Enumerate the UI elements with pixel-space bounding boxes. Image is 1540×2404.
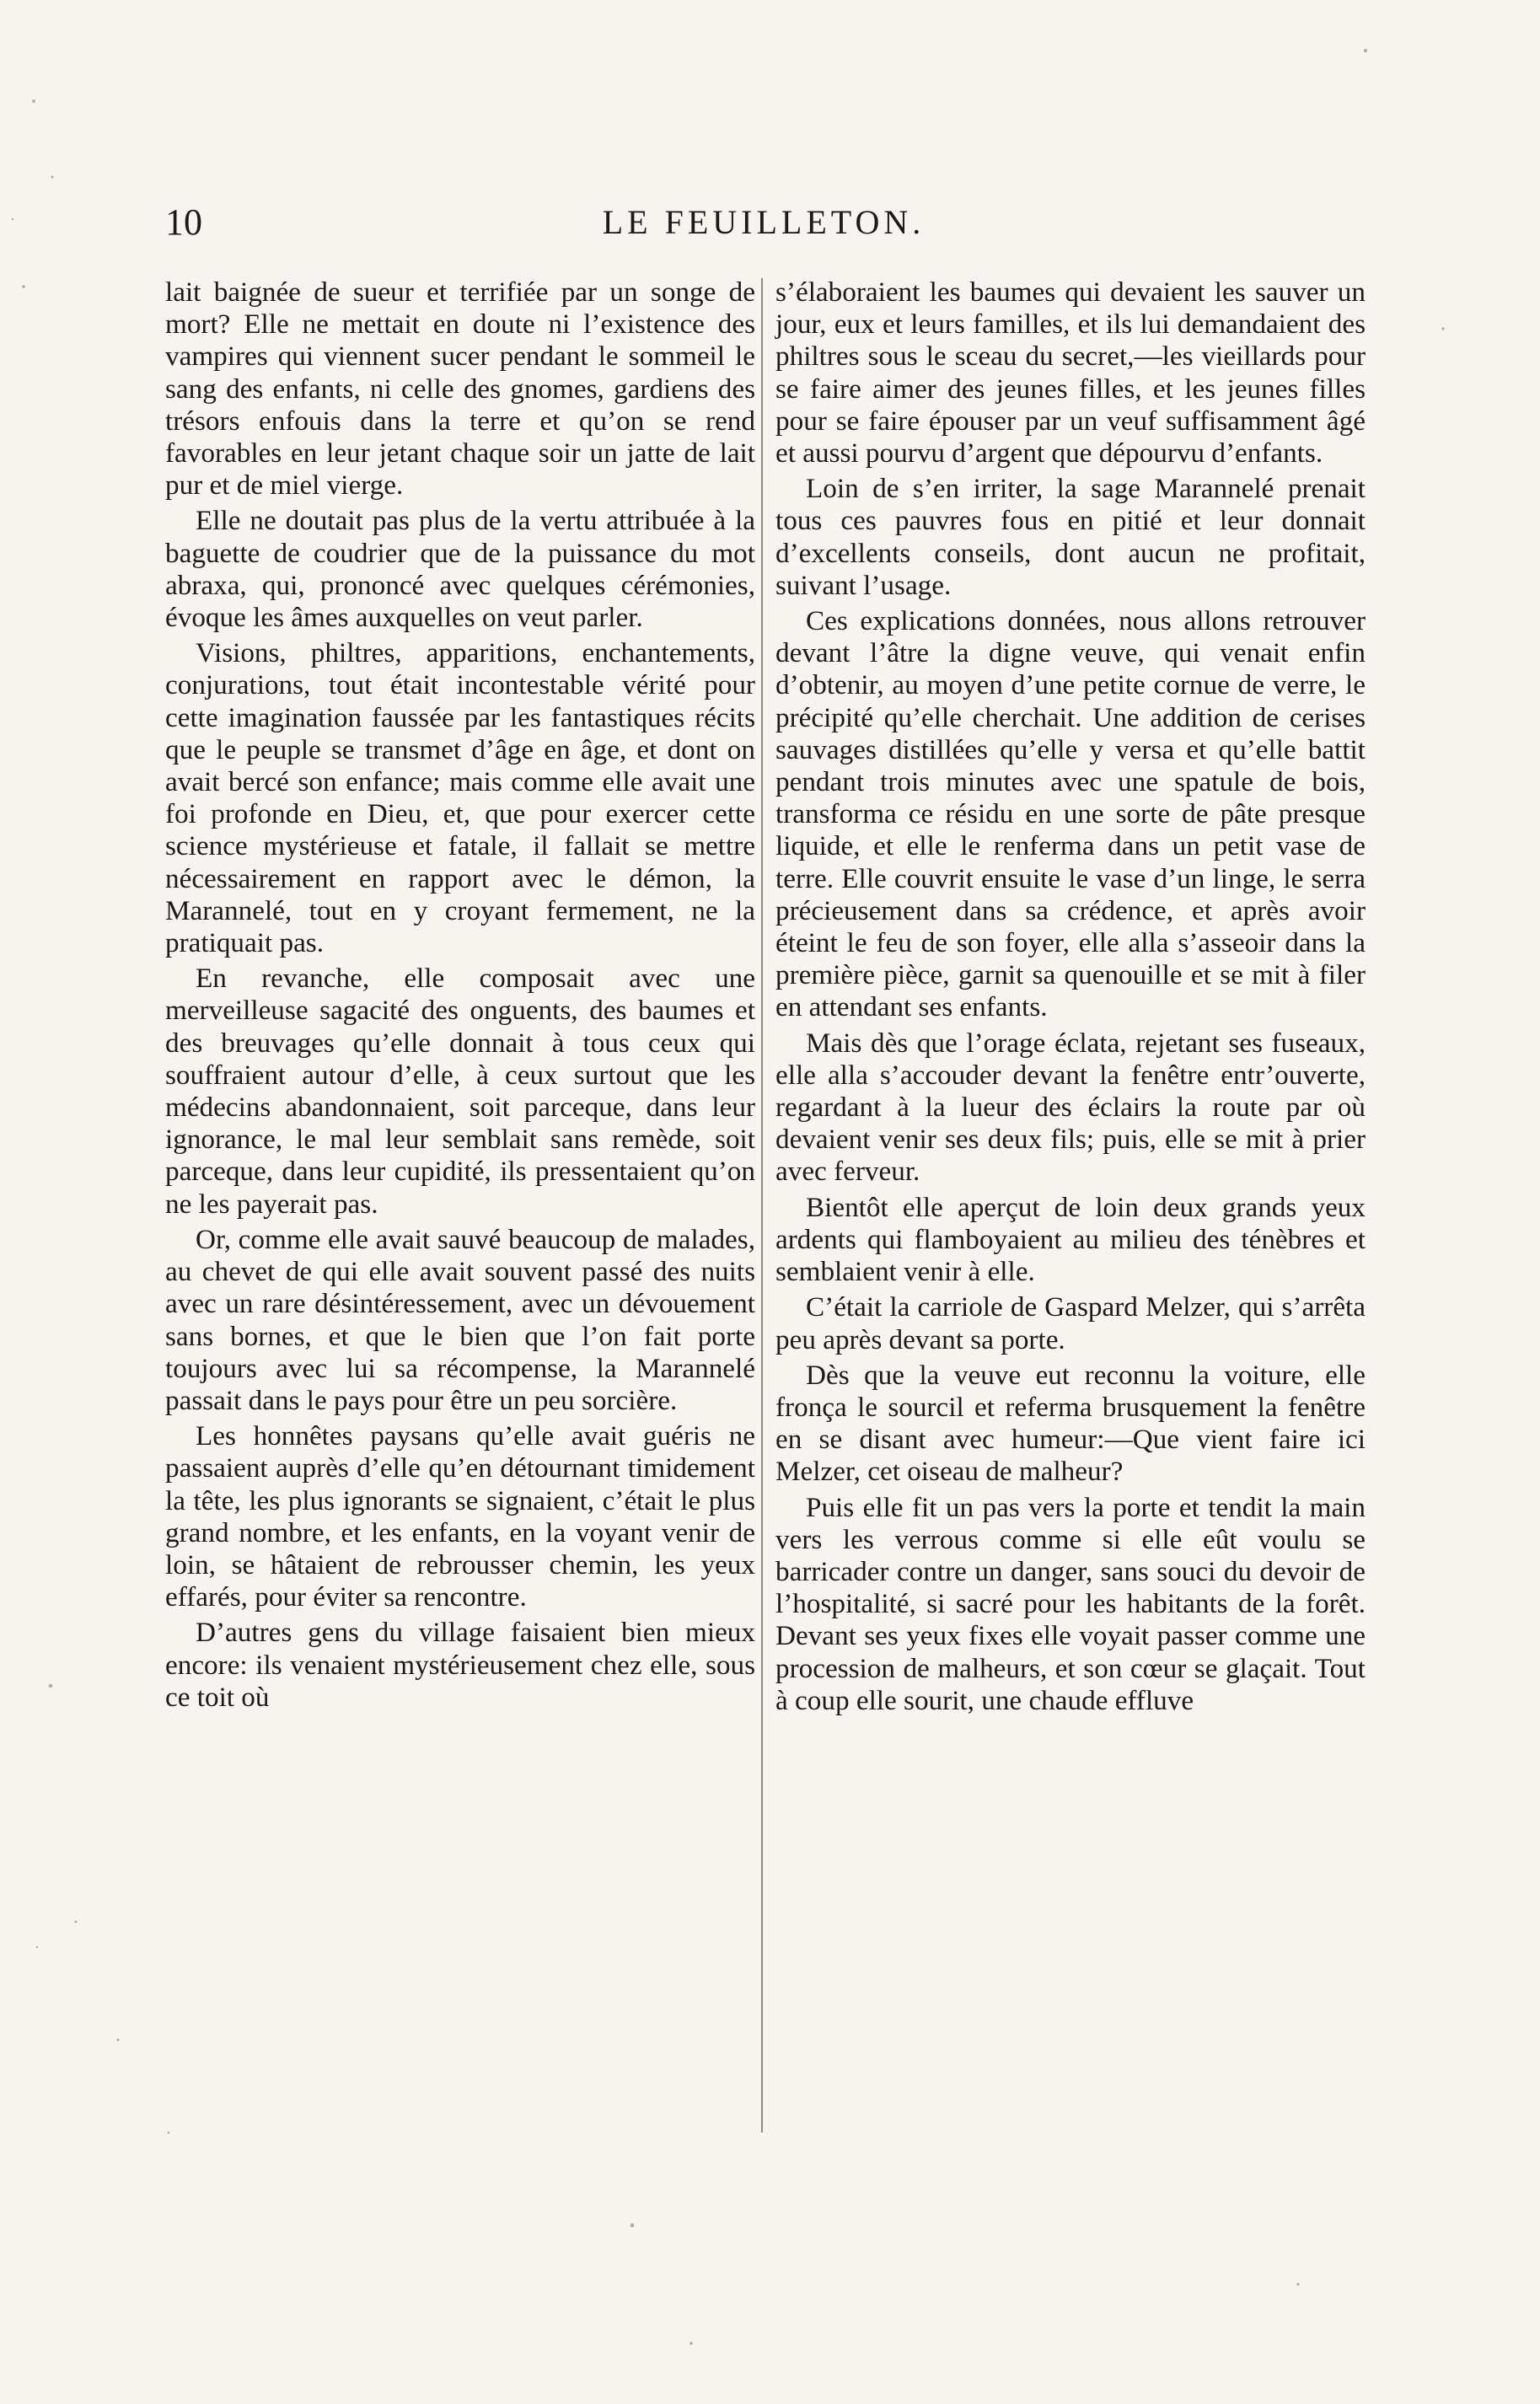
left-column	[165, 276, 755, 1717]
page-number: 10	[165, 201, 202, 243]
paragraph: Ces explications données, nous allons retrouver devant l’âtre la digne veuve, qui venait enfin d’obtenir, au moyen d’une petite cornue de verre, le précipité qu’elle cherchait. Une addition de cerises sauvages distillées qu’elle y versa et qu’elle battit pendant trois minutes avec une spatule de bois, transforma ce résidu en une sorte de pâte presque liquide, et elle le renferma dans un petit vase de terre. Elle couvrit ensuite le vase d’un linge, le serra précieusement dans sa crédence, et après avoir éteint le feu de son foyer, elle alla s’asseoir dans la première pièce, garnit sa quenouille et se mit à filer en attendant ses enfants.	[775, 605, 1366, 1023]
column-divider	[761, 278, 763, 2133]
paragraph: C’était la carriole de Gaspard Melzer, qui s’arrêta peu après devant sa porte.	[775, 1291, 1366, 1355]
paragraph: Les honnêtes paysans qu’elle avait guéris ne passaient auprès d’elle qu’en détournant timidement la tête, les plus ignorants se signaient, c’était le plus grand nombre, et les enfants, en la voyant venir de loin, se hâtaient de rebrousser chemin, les yeux effarés, pour éviter sa rencontre.	[165, 1420, 755, 1613]
paragraph: En revanche, elle composait avec une merveilleuse sagacité des onguents, des baumes et des breuvages qu’elle donnait à tous ceux qui souffraient autour d’elle, à ceux surtout que les médecins abandonnaient, soit parceque, dans leur ignorance, le mal leur semblait sans remède, soit parceque, dans leur cupidité, ils pressentaient qu’on ne les payerait pas.	[165, 963, 755, 1220]
paragraph: Bientôt elle aperçut de loin deux grands yeux ardents qui flamboyaient au milieu des ténèbres et semblaient venir à elle.	[775, 1191, 1366, 1288]
running-title: LE FEUILLETON.	[602, 203, 926, 241]
page-header	[165, 199, 1362, 250]
paragraph: Visions, philtres, apparitions, enchantements, conjurations, tout était incontestable vérité pour cette imagination faussée par les fantastiques récits que le peuple se transmet d’âge en âge, et dont on avait bercé son enfance; mais comme elle avait une foi profonde en Dieu, et, que pour exercer cette science mystérieuse et fatale, il fallait se mettre nécessairement en rapport avec le démon, la Marannelé, tout en y croyant fermement, ne la pratiquait pas.	[165, 637, 755, 959]
paragraph: D’autres gens du village faisaient bien mieux encore: ils venaient mystérieusement chez elle, sous ce toit où	[165, 1617, 755, 1713]
paragraph: Puis elle fit un pas vers la porte et tendit la main vers les verrous comme si elle eût voulu se barricader contre un danger, sans souci du devoir de l’hospitalité, si sacré pour les habitants de la forêt. Devant ses yeux fixes elle voyait passer comme une procession de malheurs, et son cœur se glaçait. Tout à coup elle sourit, une chaude effluve	[775, 1491, 1366, 1716]
right-column	[775, 276, 1366, 1720]
paragraph: Or, comme elle avait sauvé beaucoup de malades, au chevet de qui elle avait souvent passé des nuits avec un rare désintéressement, avec un dévouement sans bornes, et que le bien que l’on fait porte toujours avec lui sa récompense, la Marannelé passait dans le pays pour être un peu sorcière.	[165, 1223, 755, 1416]
paragraph: Elle ne doutait pas plus de la vertu attribuée à la baguette de coudrier que de la puissance du mot abraxa, qui, prononcé avec quelques cérémonies, évoque les âmes auxquelles on veut parler.	[165, 505, 755, 634]
paragraph: Dès que la veuve eut reconnu la voiture, elle fronça le sourcil et referma brusquement la fenêtre en se disant avec humeur:—Que vient faire ici Melzer, cet oiseau de malheur?	[775, 1359, 1366, 1488]
paragraph: s’élaboraient les baumes qui devaient les sauver un jour, eux et leurs familles, et ils lui demandaient des philtres sous le sceau du secret,—les vieillards pour se faire aimer des jeunes filles, et les jeunes filles pour se faire épouser par un veuf suffisamment âgé et aussi pourvu d’argent que dépourvu d’enfants.	[775, 276, 1366, 470]
paragraph: Loin de s’en irriter, la sage Marannelé prenait tous ces pauvres fous en pitié et leur donnait d’excellents conseils, dont aucun ne profitait, suivant l’usage.	[775, 473, 1366, 601]
paragraph: lait baignée de sueur et terrifiée par un songe de mort? Elle ne mettait en doute ni l’existence des vampires qui viennent sucer pendant le sommeil le sang des enfants, ni celle des gnomes, gardiens des trésors enfouis dans la terre et qu’on se rend favorables en leur jetant chaque soir un jatte de lait pur et de miel vierge.	[165, 276, 755, 502]
paragraph: Mais dès que l’orage éclata, rejetant ses fuseaux, elle alla s’accouder devant la fenêtre entr’ouverte, regardant à la lueur des éclairs la route par où devaient venir ses deux fils; puis, elle se mit à prier avec ferveur.	[775, 1027, 1366, 1188]
